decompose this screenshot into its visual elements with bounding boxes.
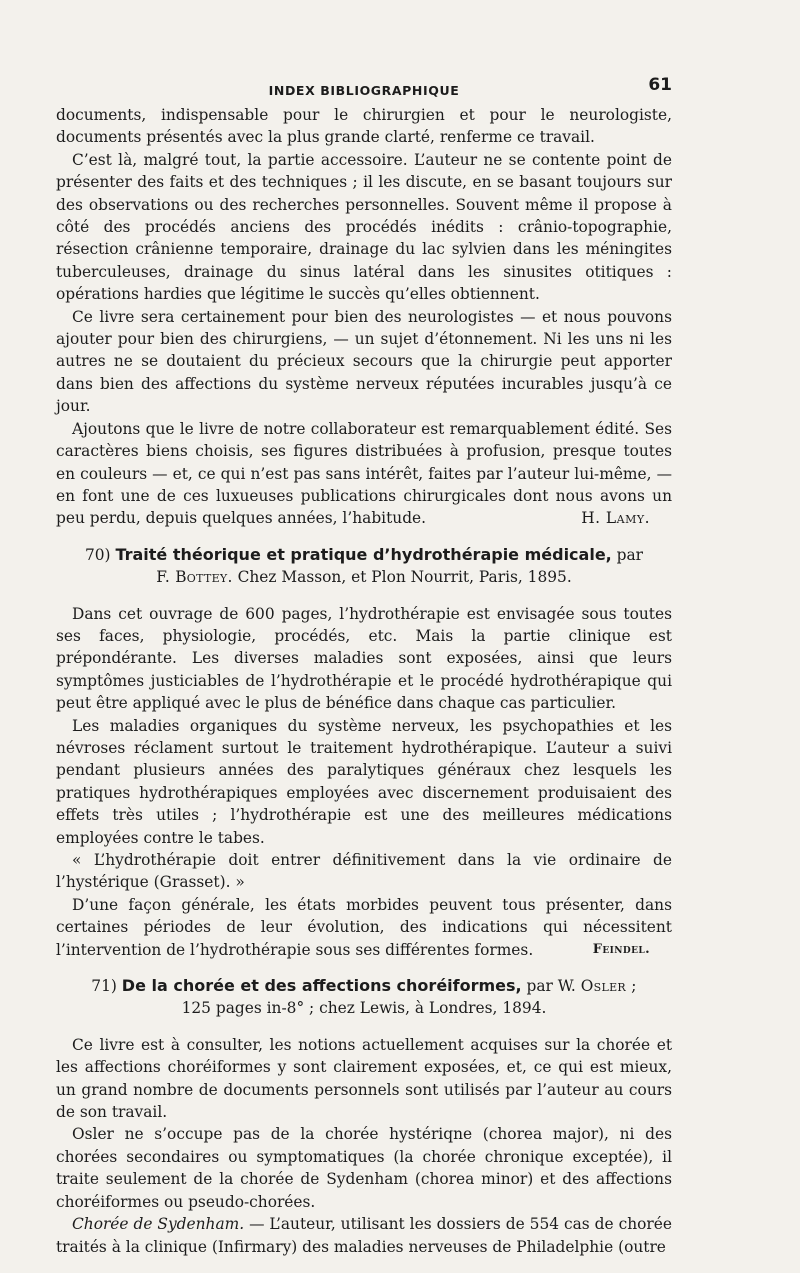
entry-author: F. Bottey. xyxy=(156,568,233,587)
entry-publication-line xyxy=(56,997,672,1019)
paragraph xyxy=(56,1213,672,1258)
paragraph: C’est là, malgré tout, la partie accessoire. L’auteur ne se contente point de présenter des faits et des techniques ; il les discute, en se basant toujours sur des observations ou des recherches personnelles. Souvent même il propose à côté des procédés anciens des procédés inédits : crânio-topographie, résection crânienne temporaire, drainage du lac sylvien dans les méningites tuberculeuses, drainage du sinus latéral dans les sinusites otitiques : opérations hardies que légitime le succès qu’elles obtiennent. xyxy=(56,150,672,304)
entry-by: par xyxy=(616,545,644,564)
entry-71-heading xyxy=(56,975,672,1020)
entry-author: Osler ; xyxy=(580,977,637,996)
entry-title-line xyxy=(56,975,672,997)
document-page xyxy=(56,74,672,1258)
entry-title: De la chorée et des affections choréiformes, xyxy=(121,976,522,996)
page-number: 61 xyxy=(648,75,672,95)
entry-publication: Chez Masson, et Plon Nourrit, Paris, 1895. xyxy=(237,568,572,587)
entry-publication-line xyxy=(56,566,672,588)
entry-title-line xyxy=(56,544,672,566)
paragraph-text: D’une façon générale, les états morbides peuvent tous présenter, dans certaines périodes de leur évolution, des indications qui nécessitent l’intervention de l’hydrothérapie sous ses différentes formes. xyxy=(56,895,672,959)
paragraph: documents, indispensable pour le chirurgien et pour le neurologiste, documents présentés avec la plus grande clarté, renferme ce travail. xyxy=(56,106,672,147)
entry-70-heading xyxy=(56,544,672,589)
entry-71-body xyxy=(56,1034,672,1258)
entry-number: 71) xyxy=(91,977,117,996)
paragraph: Les maladies organiques du système nerveux, les psychopathies et les névroses réclament surtout le traitement hydrothérapique. L’auteur a suivi pendant plusieurs années des paralytiques généraux chez lesquels les pratiques hydrothérapiques employées avec discernement produisaient des effets très utiles ; l’hydrothérapie est une des meilleures médications employées contre le tabes. xyxy=(56,716,672,847)
header-title: INDEX BIBLIOGRAPHIQUE xyxy=(268,83,460,98)
review-69-continued xyxy=(56,104,672,530)
signature: Feindel. xyxy=(592,941,650,957)
entry-number: 70) xyxy=(84,545,111,564)
paragraph: Osler ne s’occupe pas de la chorée hystériqne (chorea major), ni des chorées secondaires ou symptomatiques (la chorée chronique exceptée), il traite seulement de la chorée de Sydenham (chorea minor) et des affections choréiformes ou pseudo-chorées. xyxy=(56,1125,672,1211)
running-header xyxy=(56,74,672,102)
paragraph-with-signature xyxy=(56,418,672,530)
paragraph: Ce livre est à consulter, les notions actuellement acquises sur la chorée et les affections choréiformes y sont clairement exposées, et, ce qui est mieux, un grand nombre de documents personnels sont utilisés par l’auteur au cours de son travail. xyxy=(56,1035,672,1122)
entry-title: Traité théorique et pratique d’hydrothérapie médicale, xyxy=(115,544,612,564)
entry-by: par W. xyxy=(526,977,576,996)
italic-subheading: Chorée de Sydenham. xyxy=(72,1215,245,1234)
entry-publication: 125 pages in-8° ; chez Lewis, à Londres, 1894. xyxy=(181,999,547,1018)
paragraph: « L’hydrothérapie doit entrer définitivement dans la vie ordinaire de l’hystérique (Grasset). » xyxy=(56,851,672,892)
paragraph: Dans cet ouvrage de 600 pages, l’hydrothérapie est envisagée sous toutes ses faces, physiologie, procédés, etc. Mais la partie clinique est prépondérante. Les diverses maladies sont exposées, ainsi que leurs symptômes justiciables de l’hydrothérapie et le procédé hydrothérapique qui peut être appliqué avec le plus de bénéfice dans chaque cas particulier. xyxy=(56,604,672,713)
paragraph-with-signature xyxy=(56,894,672,961)
paragraph-text: — L’auteur, utilisant les dossiers de 554 cas de chorée traités à la clinique (Infirmary) des maladies nerveuses de Philadelphie (outre xyxy=(56,1215,672,1256)
paragraph-text: Ajoutons que le livre de notre collaborateur est remarquablement édité. Ses caractères biens choisis, ses figures distribuées à profusion, presque toutes en couleurs — et, ce qui n’est pas sans intérêt, faites par l’auteur lui-même, — en font une de ces luxueuses publications chirurgicales dont nous avons un peu perdu, depuis quelques années, l’habitude. xyxy=(56,419,672,528)
entry-70-body xyxy=(56,603,672,962)
paragraph: Ce livre sera certainement pour bien des neurologistes — et nous pouvons ajouter pour bien des chirurgiens, — un sujet d’étonnement. Ni les uns ni les autres ne se doutaient du précieux secours que la chirurgie peut apporter dans bien des affections du système nerveux réputées incurables jusqu’à ce jour. xyxy=(56,307,672,416)
signature: H. Lamy. xyxy=(581,509,650,528)
